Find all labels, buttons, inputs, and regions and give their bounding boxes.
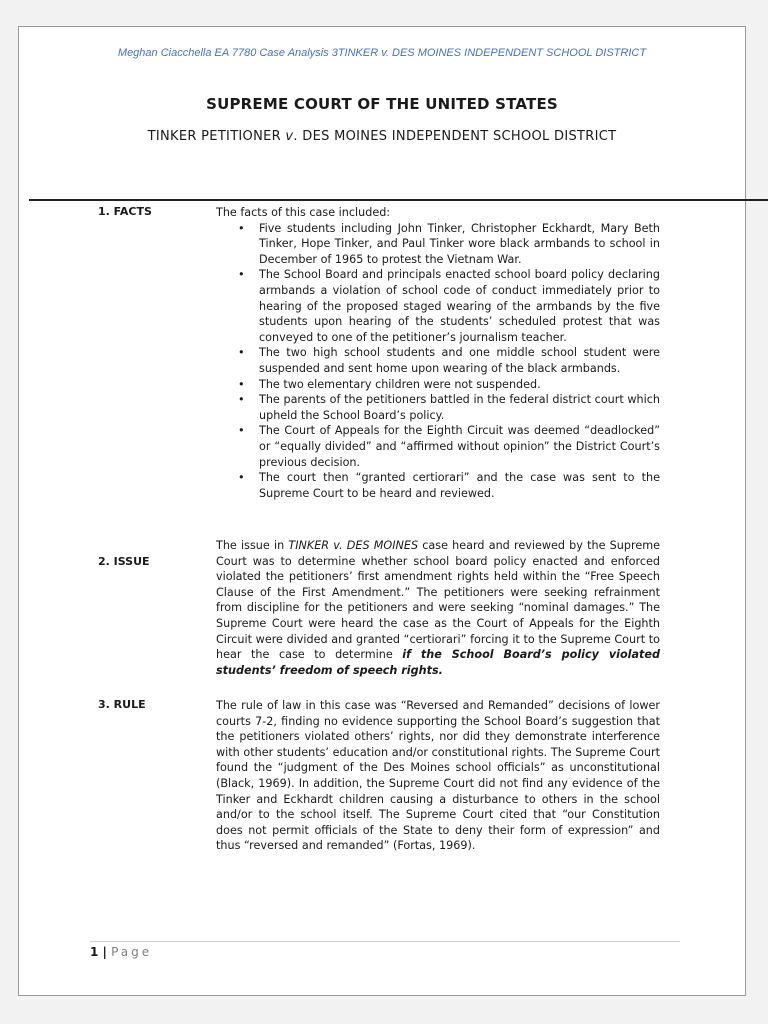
issue-text-main: case heard and reviewed by the Supreme Court was to determine whether school board policy enacted and enforced violated the petitioners’ first amendment rights held within the “Free Speech Clause of the First Amendment.” The petitioners were seeking refrainment from discipline for the petitioners and were seeking “nominal damages.” The Supreme Court were heard the case as the Court of Appeals for the Eighth Circuit were divided and granted “certiorari” forcing it to the Supreme Court to hear the case to determine [216, 539, 660, 662]
document-subtitle [19, 129, 745, 144]
facts-list [216, 221, 660, 502]
list-item: • The Court of Appeals for the Eighth Circuit was deemed “deadlocked” or “equally divided” and “affirmed without opinion” the District Court’s previous decision. [259, 423, 660, 470]
list-item: • The parents of the petitioners battled in the federal district court which upheld the School Board’s policy. [259, 392, 660, 423]
document-page [18, 26, 746, 996]
issue-text-prefix: The issue in [216, 539, 289, 552]
list-item: • The two high school students and one middle school student were suspended and sent home upon wearing of the black armbands. [259, 345, 660, 376]
section-label-issue: 2. ISSUE [98, 555, 150, 568]
subtitle-left: TINKER PETITIONER [147, 129, 286, 144]
list-item: • The School Board and principals enacted school board policy declaring armbands a violation of school code of conduct immediately prior to hearing of the proposed staged wearing of the armbands by the five students upon hearing of the students’ scheduled protest that was conveyed to one of the petitioner’s journalism teacher. [259, 267, 660, 345]
facts-intro: The facts of this case included: [216, 206, 391, 219]
list-item: • The court then “granted certiorari” and the case was sent to the Supreme Court to be heard and reviewed. [259, 470, 660, 501]
section-label-rule: 3. RULE [98, 698, 146, 711]
issue-case-name: TINKER v. DES MOINES [288, 539, 419, 552]
footer-page-word: Page [111, 945, 153, 959]
issue-emphasis: if the School Board’s policy violated students’ freedom of speech rights. [216, 648, 660, 677]
page-number: 1 [90, 945, 99, 959]
section-label-facts: 1. FACTS [98, 205, 152, 218]
rule-paragraph: The rule of law in this case was “Reversed and Remanded” decisions of lower courts 7-2, finding no evidence supporting the School Board’s suggestion that the petitioners violated others’ rights, nor did they demonstrate interference with other students’ education and/or constitutional rights. The Supreme Court found the “judgment of the Des Moines school officials” as unconstitutional (Black, 1969). In addition, the Supreme Court did not find any evidence of the Tinker and Eckhardt children causing a disturbance to others in the school and/or to the school itself. The Supreme Court cited that “our Constitution does not permit officials of the State to deny their form of expression” and thus “reversed and remanded” (Fortas, 1969). [216, 699, 660, 853]
issue-paragraph [216, 538, 660, 678]
page-footer [90, 945, 152, 959]
list-item: • Five students including John Tinker, Christopher Eckhardt, Mary Beth Tinker, Hope Tinker, and Paul Tinker wore black armbands to school in December of 1965 to protest the Vietnam War. [259, 221, 660, 268]
list-item: • The two elementary children were not suspended. [259, 377, 660, 393]
document-title: SUPREME COURT OF THE UNITED STATES [206, 95, 558, 113]
subtitle-right: . DES MOINES INDEPENDENT SCHOOL DISTRICT [293, 129, 617, 144]
section-body-rule [216, 698, 660, 854]
footer-divider [90, 941, 680, 942]
section-body-issue [216, 538, 660, 678]
subtitle-v: v [285, 129, 294, 144]
footer-separator: | [98, 945, 112, 959]
running-header: Meghan Ciacchella EA 7780 Case Analysis 3TINKER v. DES MOINES INDEPENDENT SCHOOL DISTRICT [117, 47, 647, 59]
header-divider [29, 199, 768, 201]
section-body-facts [216, 205, 660, 501]
